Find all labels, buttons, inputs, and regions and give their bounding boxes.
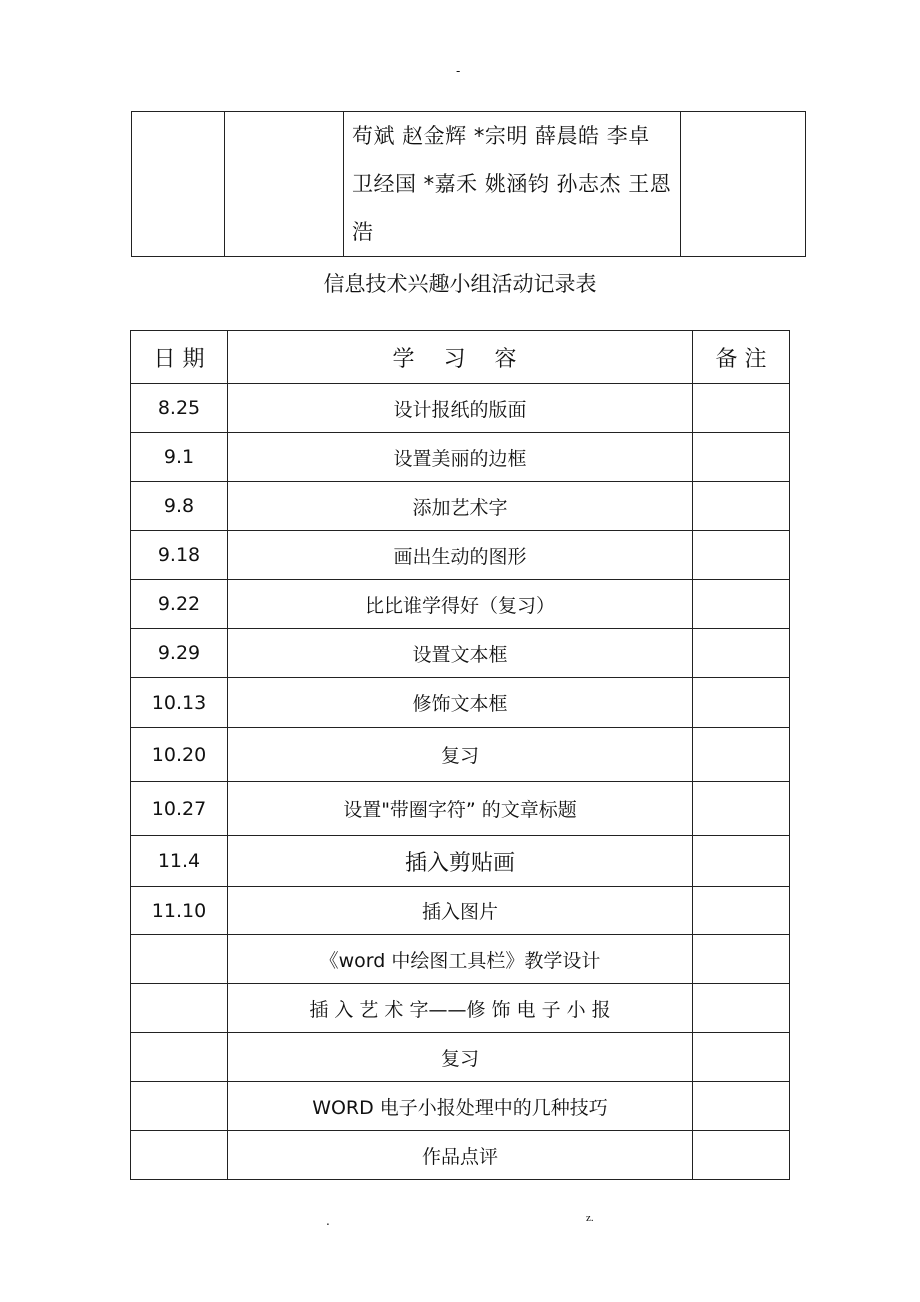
- table-header-row: [131, 331, 790, 384]
- row-content: WORD 电子小报处理中的几种技巧: [228, 1082, 693, 1131]
- table-row: [131, 384, 790, 433]
- row-note: [693, 482, 790, 531]
- page-header-mark: -: [456, 64, 461, 78]
- row-content: 设置美丽的边框: [228, 433, 693, 482]
- table-row: [131, 782, 790, 836]
- footer-right-mark: z.: [586, 1212, 594, 1224]
- table-row: [131, 728, 790, 782]
- row-date: [131, 1131, 228, 1180]
- table-row: [131, 678, 790, 728]
- row-note: [693, 935, 790, 984]
- row-date: 9.22: [131, 580, 228, 629]
- page-title: 信息技术兴趣小组活动记录表: [323, 272, 597, 296]
- row-content: 插入图片: [228, 887, 693, 935]
- row-note: [693, 433, 790, 482]
- empty-cell: [225, 112, 344, 257]
- table-row: [131, 1033, 790, 1082]
- row-date: 11.4: [131, 836, 228, 887]
- row-note: [693, 887, 790, 935]
- row-content: 添加艺术字: [228, 482, 693, 531]
- footer-left-mark: .: [326, 1214, 330, 1228]
- column-header-note: 备 注: [693, 331, 790, 384]
- row-content: 画出生动的图形: [228, 531, 693, 580]
- row-date: [131, 1033, 228, 1082]
- table-row: [131, 935, 790, 984]
- table-row: [131, 887, 790, 935]
- row-date: 8.25: [131, 384, 228, 433]
- row-note: [693, 782, 790, 836]
- row-date: 11.10: [131, 887, 228, 935]
- empty-cell: [132, 112, 225, 257]
- row-note: [693, 836, 790, 887]
- row-note: [693, 629, 790, 678]
- row-note: [693, 1033, 790, 1082]
- row-date: [131, 935, 228, 984]
- row-note: [693, 531, 790, 580]
- student-list-table: [131, 111, 806, 257]
- row-date: 10.13: [131, 678, 228, 728]
- row-content: 复习: [228, 1033, 693, 1082]
- row-note: [693, 1082, 790, 1131]
- row-date: 9.29: [131, 629, 228, 678]
- row-content: 插入剪贴画: [228, 836, 693, 887]
- row-content: 设计报纸的版面: [228, 384, 693, 433]
- table-row: [131, 984, 790, 1033]
- table-row: [131, 836, 790, 887]
- row-content: 插 入 艺 术 字——修 饰 电 子 小 报: [228, 984, 693, 1033]
- row-date: [131, 1082, 228, 1131]
- row-note: [693, 580, 790, 629]
- row-note: [693, 728, 790, 782]
- row-content: 修饰文本框: [228, 678, 693, 728]
- table-row: [131, 531, 790, 580]
- row-note: [693, 678, 790, 728]
- row-note: [693, 384, 790, 433]
- row-date: 10.20: [131, 728, 228, 782]
- row-note: [693, 1131, 790, 1180]
- row-date: 9.8: [131, 482, 228, 531]
- table-row: [131, 433, 790, 482]
- row-note: [693, 984, 790, 1033]
- row-date: [131, 984, 228, 1033]
- row-content: 设置文本框: [228, 629, 693, 678]
- row-content: 复习: [228, 728, 693, 782]
- column-header-date: 日 期: [131, 331, 228, 384]
- row-content: 《word 中绘图工具栏》教学设计: [228, 935, 693, 984]
- table-row: [131, 629, 790, 678]
- student-names: 苟斌 赵金辉 *宗明 薛晨皓 李卓 卫经国 *嘉禾 姚涵钧 孙志杰 王恩浩: [344, 112, 681, 257]
- table-row: [131, 1131, 790, 1180]
- activity-log-table: [130, 330, 790, 1180]
- row-date: 9.18: [131, 531, 228, 580]
- empty-cell: [681, 112, 806, 257]
- table-row: [131, 1082, 790, 1131]
- table-row: [131, 580, 790, 629]
- row-date: 10.27: [131, 782, 228, 836]
- row-content: 设置"带圈字符” 的文章标题: [228, 782, 693, 836]
- row-content: 比比谁学得好（复习）: [228, 580, 693, 629]
- row-content: 作品点评: [228, 1131, 693, 1180]
- column-header-content: 学 习 容: [228, 331, 693, 384]
- row-date: 9.1: [131, 433, 228, 482]
- table-row: [131, 482, 790, 531]
